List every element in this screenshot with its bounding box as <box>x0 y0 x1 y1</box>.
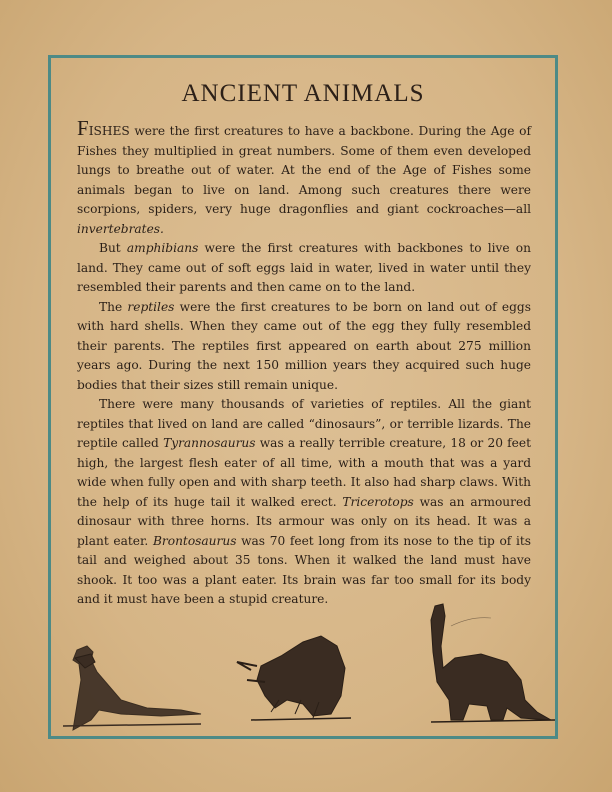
paragraph-text: was an armoured dinosaur with three horns. Its armour was only on its head. It was a plant eater. <box>77 494 531 548</box>
emphasis-term: reptiles <box>127 299 175 314</box>
article-body <box>77 116 531 610</box>
paragraph-text: was a really terrible creature, 18 or 20 feet high, the largest flesh eater of all time, with a mouth that was a yard wide when fully open and with sharp teeth. It also had sharp claws. With the help of its huge tail it walked erect. <box>77 436 531 509</box>
emphasis-term: invertebrates. <box>77 221 164 236</box>
emphasis-term: Tricerotops <box>342 494 414 509</box>
paragraph-text: were the first creatures with backbones to live on land. They came out of soft eggs laid in water, lived in water until they resembled their parents and then came on to the land. <box>77 241 531 294</box>
page-border-frame <box>48 55 558 739</box>
emphasis-term: amphibians <box>126 241 199 255</box>
paragraph-text: was 70 feet long from its nose to the tip of its tail and weighed about 35 tons. When it walked the land must have shook. It too was a plant eater. Its brain was far too small for its body and it must have been a stupid creature. <box>77 533 531 606</box>
dinosaur-illustrations <box>51 596 555 736</box>
triceratops-drawing <box>237 636 351 720</box>
page-title: ANCIENT ANIMALS <box>181 80 425 107</box>
paragraph-amphibians <box>77 239 531 298</box>
paragraph-dinosaurs <box>77 395 531 610</box>
paragraph-fishes <box>77 116 531 239</box>
paragraph-text: ISHES were the first creatures to have a backbone. During the Age of Fishes they multiplied in great numbers. Some of them even developed lungs to breathe out of water. At the end of the Age of Fishes some animals began to live on land. Among such creatures there were scorpions, spiders, very huge dragonflies and giant cockroaches—all <box>77 124 531 216</box>
emphasis-term: Brontosaurus <box>152 533 237 548</box>
drop-cap: F <box>77 116 89 140</box>
paragraph-text: The <box>99 299 128 314</box>
paragraph-text: But <box>99 241 127 255</box>
brontosaurus-drawing <box>431 604 555 722</box>
tyrannosaurus-drawing <box>63 646 201 730</box>
paragraph-text: There were many thousands of varieties of reptiles. All the giant reptiles that lived on land are called “dinosaurs”, or terrible lizards. The reptile called <box>77 397 531 450</box>
paragraph-reptiles <box>77 298 531 396</box>
emphasis-term: Tyrannosaurus <box>163 436 256 450</box>
paragraph-text: were the first creatures to be born on land out of eggs with hard shells. When they came out of the egg they fully resembled their parents. The reptiles first appeared on earth about 275 million years ago. During the next 150 million years they acquired such huge bodies that their sizes still remain unique. <box>77 299 531 392</box>
